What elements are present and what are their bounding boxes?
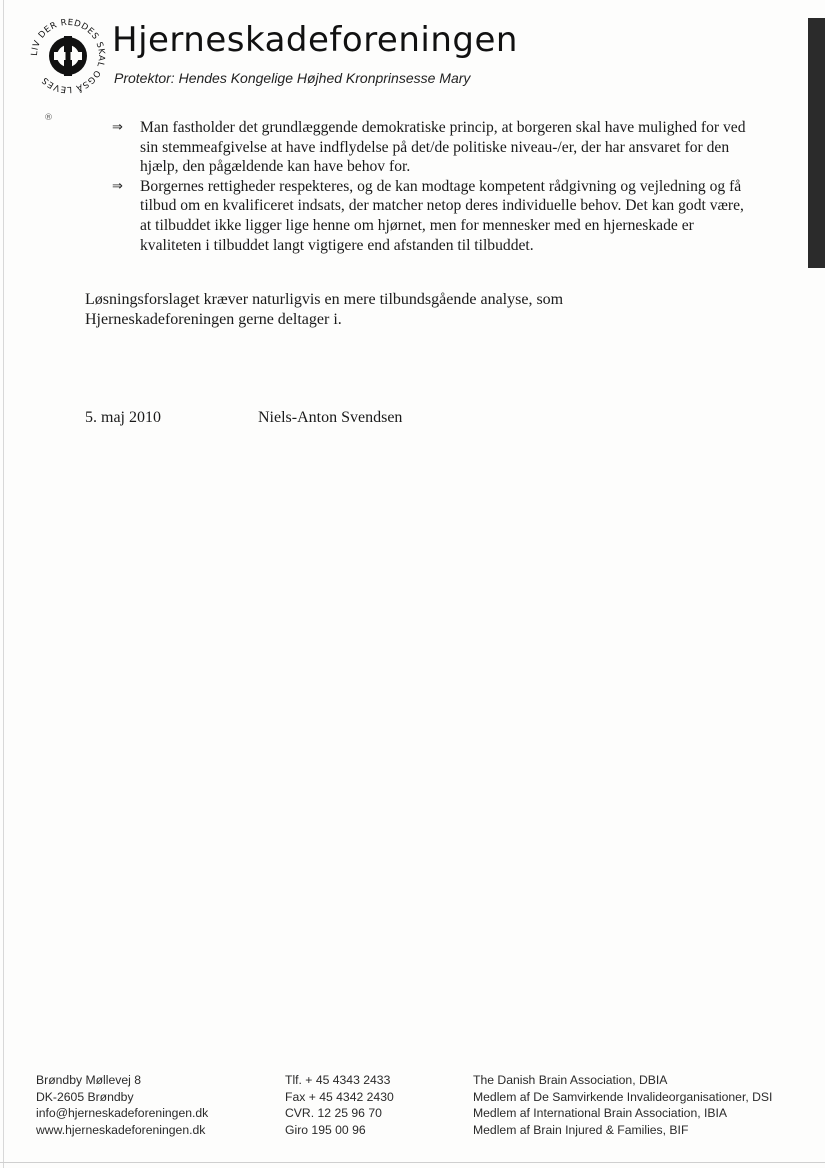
footer-memberships bbox=[473, 1072, 772, 1138]
letter-date: 5. maj 2010 bbox=[85, 409, 161, 426]
contact-cvr: CVR. 12 25 96 70 bbox=[285, 1106, 382, 1121]
bullet-item bbox=[112, 177, 752, 255]
bullet-item bbox=[112, 118, 752, 177]
double-arrow-icon: ⇒ bbox=[112, 178, 123, 194]
membership-dsi: Medlem af De Samvirkende Invalideorganisationer, DSI bbox=[473, 1089, 773, 1104]
organization-name: Hjerneskadeforeningen bbox=[112, 20, 518, 60]
scan-edge-left bbox=[3, 0, 4, 1168]
bullet-text: Borgernes rettigheder respekteres, og de kan modtage kompetent rådgivning og vejledning og få tilbud om en kvalificeret indsats, der matcher netop deres individuelle behov. Det kan godt være, at tilbuddet ikke ligger lige henne om hjørnet, men for mennesker med en hjerneskade er kvaliteten i tilbuddet langt vigtigere end afstanden til tilbuddet. bbox=[140, 177, 744, 254]
scan-edge-bottom bbox=[0, 1162, 825, 1163]
organization-logo bbox=[30, 18, 106, 94]
membership-ibia: Medlem af International Brain Association, IBIA bbox=[473, 1106, 728, 1121]
footer-address bbox=[36, 1072, 208, 1138]
contact-giro: Giro 195 00 96 bbox=[285, 1122, 366, 1137]
membership-bif: Medlem af Brain Injured & Families, BIF bbox=[473, 1122, 689, 1137]
bullet-text: Man fastholder det grundlæggende demokratiske princip, at borgeren skal have mulighed for ved sin stemmeafgivelse at have indflydelse på det/de politiske niveau-/er, der har ansvaret for den hjælp, den pågældende kan have behov for. bbox=[140, 119, 746, 176]
protector-line: Protektor: Hendes Kongelige Højhed Kronprinsesse Mary bbox=[114, 70, 471, 86]
conclusion-paragraph: Løsningsforslaget kræver naturligvis en mere tilbundsgående analyse, som Hjerneskadeforeningen gerne deltager i. bbox=[85, 291, 564, 328]
logo-ring-text: LIV DER REDDES SKAL OGSÅ LEVES bbox=[30, 18, 106, 94]
footer-contact bbox=[285, 1072, 394, 1138]
membership-dbia: The Danish Brain Association, DBIA bbox=[473, 1073, 668, 1087]
arrow-bullet-list bbox=[112, 118, 752, 255]
registered-mark-icon: ® bbox=[44, 113, 53, 123]
double-arrow-icon: ⇒ bbox=[112, 120, 123, 135]
address-email: info@hjerneskadeforeningen.dk bbox=[36, 1106, 209, 1121]
contact-phone: Tlf. + 45 4343 2433 bbox=[285, 1073, 391, 1087]
scan-margin-bar bbox=[808, 18, 825, 268]
address-website: www.hjerneskadeforeningen.dk bbox=[36, 1122, 206, 1137]
address-city: DK-2605 Brøndby bbox=[36, 1089, 134, 1104]
address-street: Brøndby Møllevej 8 bbox=[36, 1073, 141, 1087]
signatory-name: Niels-Anton Svendsen bbox=[258, 409, 403, 426]
contact-fax: Fax + 45 4342 2430 bbox=[285, 1089, 394, 1104]
